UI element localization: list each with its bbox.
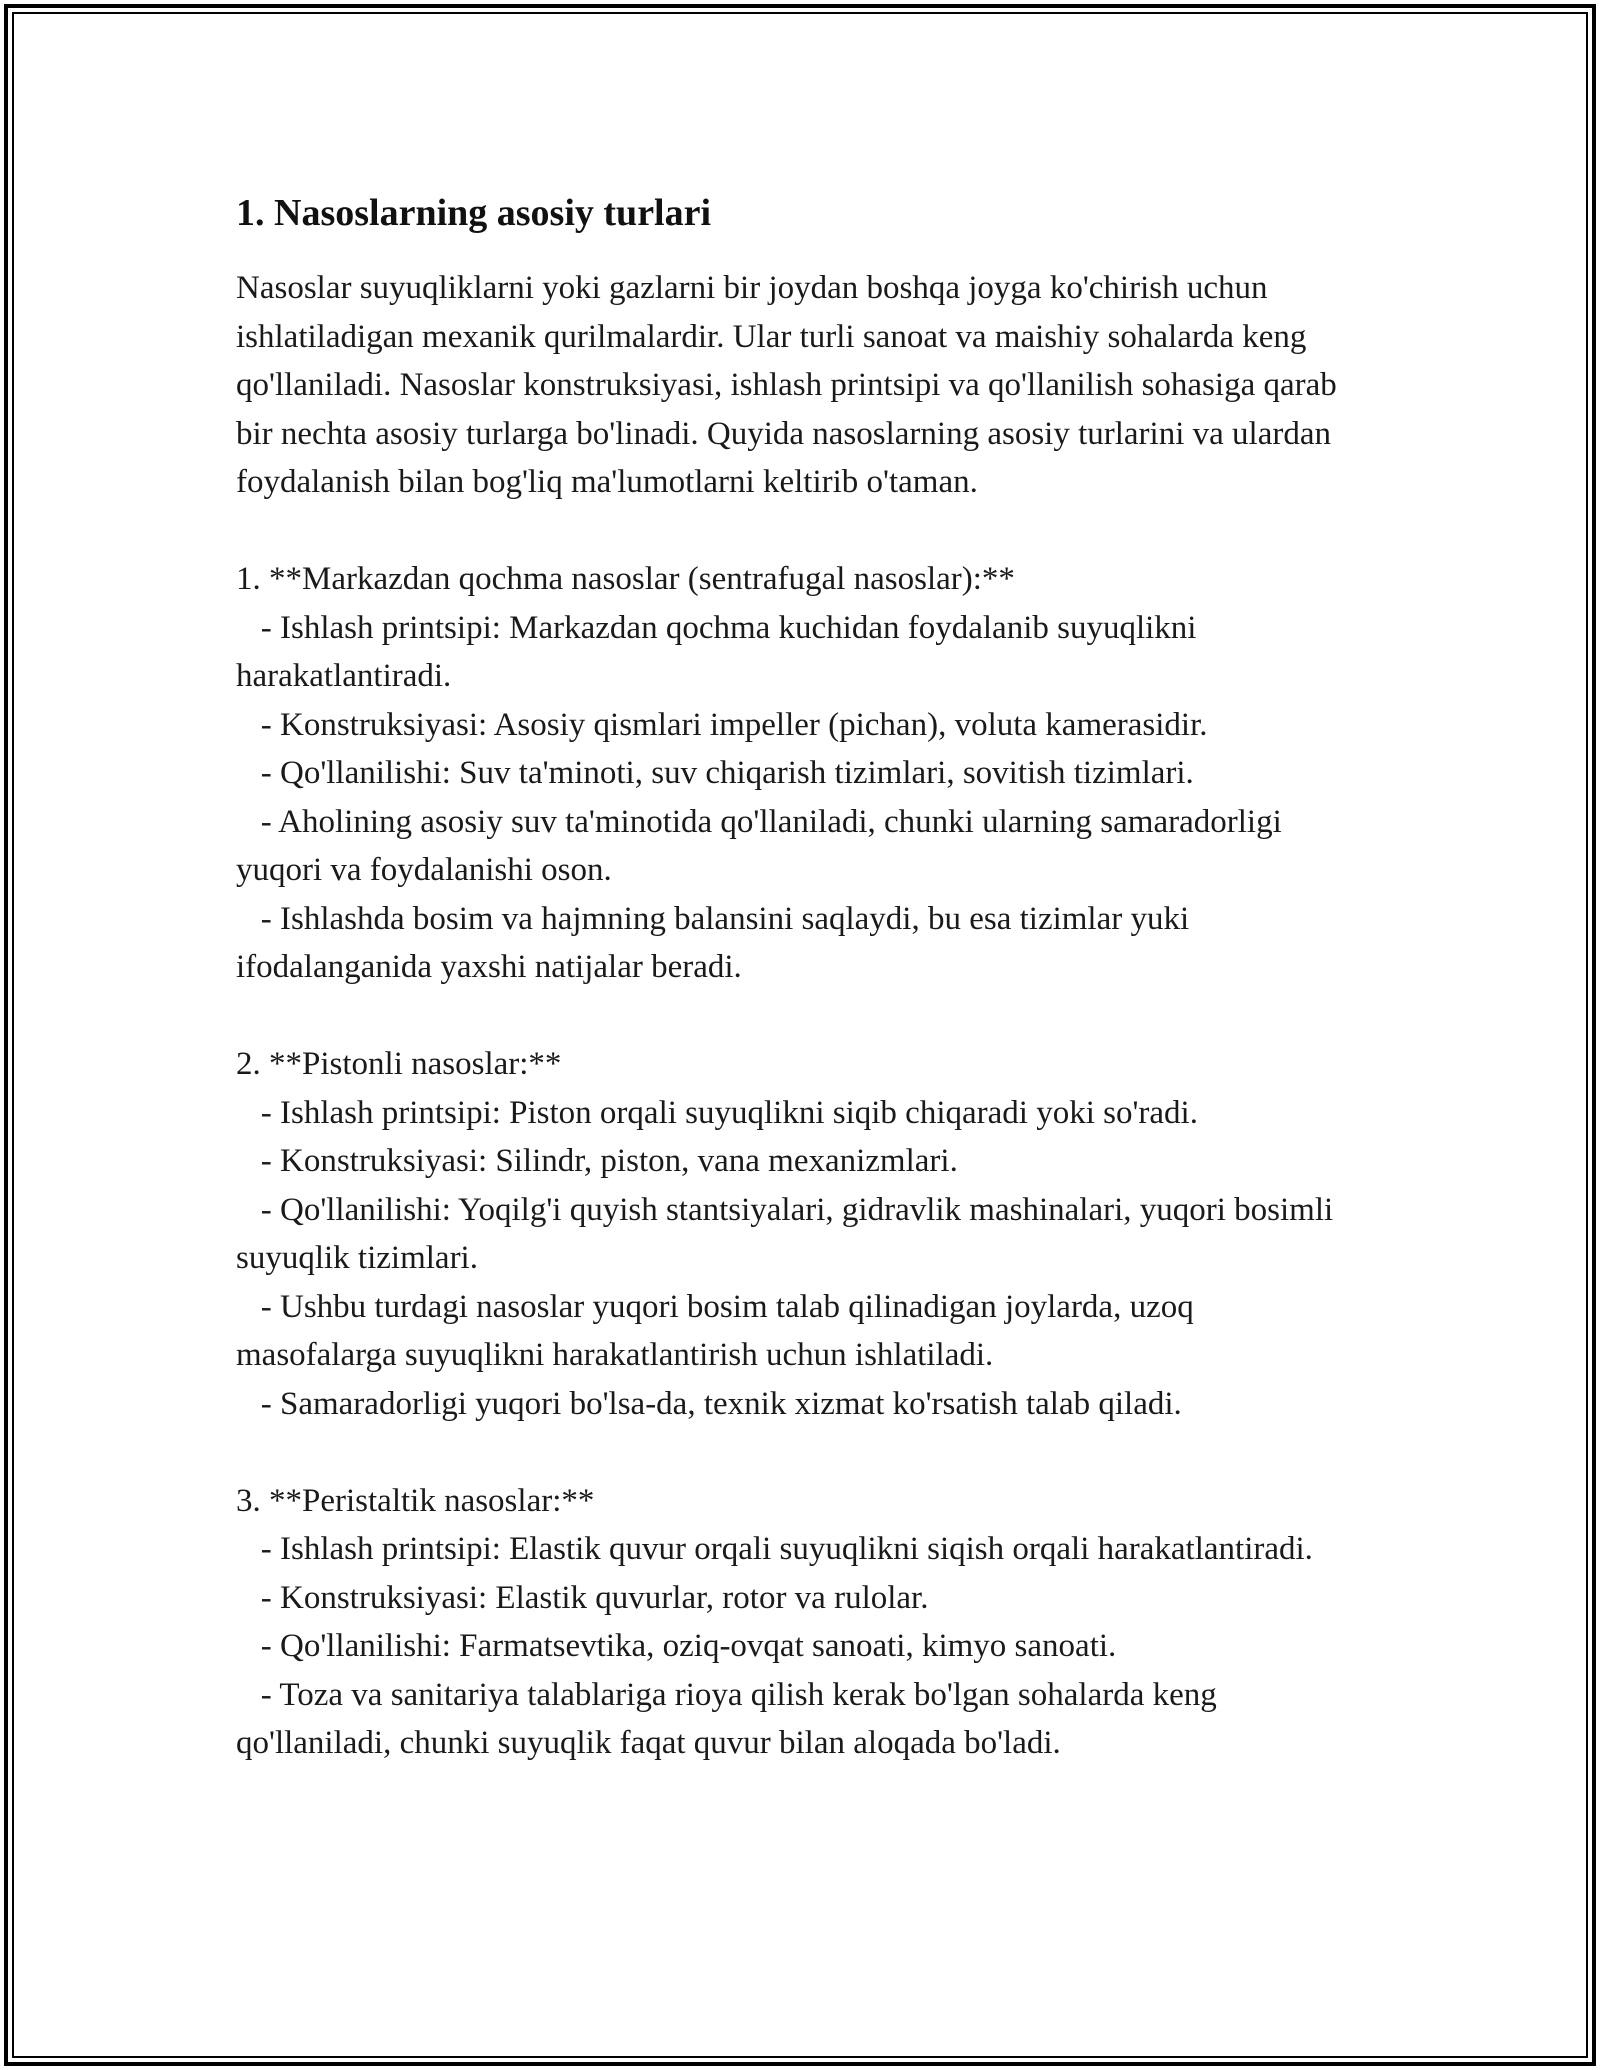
list-item: - Qo'llanilishi: Farmatsevtika, oziq-ovqat sanoati, kimyo sanoati. bbox=[236, 1628, 1117, 1664]
section-heading: 2. **Pistonli nasoslar:** bbox=[236, 1046, 562, 1082]
list-item: - Ushbu turdagi nasoslar yuqori bosim talab qilinadigan joylarda, uzoq masofalarga suyuqlikni harakatlantirish uchun ishlatiladi. bbox=[236, 1288, 1202, 1373]
list-item: - Ishlash printsipi: Markazdan qochma kuchidan foydalanib suyuqlikni harakatlantiradi. bbox=[236, 609, 1205, 694]
intro-paragraph: Nasoslar suyuqliklarni yoki gazlarni bir joydan boshqa joyga ko'chirish uchun ishlatiladigan mexanik qurilmalardir. Ular turli sanoat va maishiy sohalarda keng qo'llaniladi. Nasoslar konstruksiyasi, ishlash printsipi va qo'llanilish sohasiga qarab bir nechta asosiy turlarga bo'linadi. Quyida nasoslarning asosiy turlarini va ulardan foydalanish bilan bog'liq ma'lumotlarni keltirib o'taman. bbox=[236, 270, 1337, 500]
list-item: - Konstruksiyasi: Elastik quvurlar, rotor va rulolar. bbox=[236, 1579, 929, 1616]
list-item: - Konstruksiyasi: Silindr, piston, vana mexanizmlari. bbox=[236, 1143, 958, 1179]
list-item: - Toza va sanitariya talablariga rioya qilish kerak bo'lgan sohalarda keng qo'llaniladi, chunki suyuqlik faqat quvur bilan aloqada bo'ladi. bbox=[236, 1676, 1226, 1761]
document-title: 1. Nasoslarning asosiy turlari bbox=[236, 192, 712, 234]
section-heading: 1. **Markazdan qochma nasoslar (sentrafugal nasoslar):** bbox=[236, 561, 1015, 597]
list-item: - Konstruksiyasi: Asosiy qismlari impeller (pichan), voluta kamerasidir. bbox=[236, 706, 1208, 743]
list-item: - Ishlash printsipi: Piston orqali suyuqlikni siqib chiqaradi yoki so'radi. bbox=[236, 1094, 1198, 1131]
list-item: - Aholining asosiy suv ta'minotida qo'llaniladi, chunki ularning samaradorligi yuqori va foydalanishi oson. bbox=[236, 803, 1290, 888]
list-item: - Samaradorligi yuqori bo'lsa-da, texnik xizmat ko'rsatish talab qiladi. bbox=[236, 1385, 1182, 1422]
section-piston-pumps bbox=[236, 1040, 1356, 1428]
list-item: - Qo'llanilishi: Suv ta'minoti, suv chiqarish tizimlari, sovitish tizimlari. bbox=[236, 755, 1194, 791]
list-item: - Ishlashda bosim va hajmning balansini saqlaydi, bu esa tizimlar yuki ifodalanganida yaxshi natijalar beradi. bbox=[236, 900, 1198, 985]
list-item: - Qo'llanilishi: Yoqilg'i quyish stantsiyalari, gidravlik mashinalari, yuqori bosimli suyuqlik tizimlari. bbox=[236, 1191, 1342, 1276]
section-peristaltic-pumps bbox=[236, 1477, 1356, 1768]
section-centrifugal-pumps bbox=[236, 555, 1356, 992]
section-heading: 3. **Peristaltik nasoslar:** bbox=[236, 1482, 595, 1519]
document-body bbox=[236, 188, 1356, 1768]
list-item: - Ishlash printsipi: Elastik quvur orqali suyuqlikni siqish orqali harakatlantiradi. bbox=[236, 1531, 1313, 1567]
